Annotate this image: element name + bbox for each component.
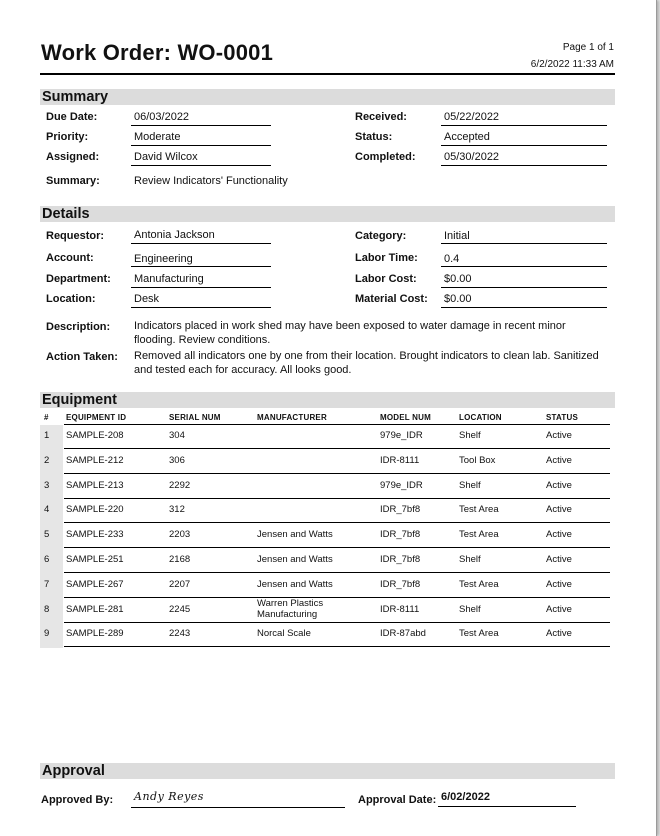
assigned-value: David Wilcox	[134, 151, 198, 163]
cell-status: Active	[546, 554, 572, 565]
cell-location: Tool Box	[459, 454, 496, 466]
department-label: Department:	[46, 273, 111, 285]
cell-row-number: 9	[44, 628, 50, 640]
approved-by-signature: Andy Reyes	[134, 790, 204, 803]
requestor-value: Antonia Jackson	[134, 229, 215, 241]
col-header-number: #	[44, 413, 49, 422]
material-cost-label: Material Cost:	[355, 293, 428, 305]
account-underline	[131, 266, 271, 267]
cell-serial-num: 2245	[169, 603, 191, 615]
cell-location: Shelf	[459, 603, 481, 615]
table-header-rule	[64, 424, 610, 425]
page-title: Work Order: WO-0001	[41, 40, 274, 65]
cell-status: Active	[546, 628, 572, 640]
requestor-label: Requestor:	[46, 230, 105, 242]
cell-model-num: 979e_IDR	[380, 430, 423, 441]
cell-equipment-id: SAMPLE-281	[66, 603, 124, 615]
cell-status: Active	[546, 479, 572, 491]
cell-serial-num: 2203	[169, 529, 191, 541]
cell-equipment-id: SAMPLE-208	[66, 430, 124, 441]
print-timestamp: 6/2/2022 11:33 AM	[530, 59, 614, 70]
approval-date-underline	[438, 806, 576, 807]
labor-cost-value: $0.00	[444, 273, 472, 285]
priority-value: Moderate	[134, 131, 181, 143]
cell-row-number: 5	[44, 529, 50, 541]
cell-equipment-id: SAMPLE-289	[66, 628, 124, 640]
department-underline	[131, 287, 271, 288]
table-row-rule	[64, 498, 610, 499]
table-row-rule	[64, 646, 610, 647]
material-cost-underline	[441, 307, 607, 308]
approval-date-label: Approval Date:	[358, 794, 437, 806]
description-label: Description:	[46, 321, 111, 333]
cell-model-num: IDR-8111	[380, 603, 420, 615]
col-header-manufacturer: MANUFACTURER	[257, 413, 327, 422]
cell-manufacturer: Norcal Scale	[257, 628, 311, 640]
department-value: Manufacturing	[134, 273, 204, 285]
completed-value: 05/30/2022	[444, 151, 500, 163]
cell-row-number: 7	[44, 578, 50, 590]
cell-equipment-id: SAMPLE-212	[66, 454, 124, 466]
received-label: Received:	[355, 111, 407, 123]
cell-location: Test Area	[459, 529, 499, 541]
priority-label: Priority:	[46, 131, 89, 143]
cell-serial-num: 2207	[169, 578, 191, 590]
due-date-underline	[131, 125, 271, 126]
cell-manufacturer: Warren Plastics Manufacturing	[257, 597, 324, 620]
col-header-model-num: MODEL NUM	[380, 413, 431, 422]
labor-time-underline	[441, 266, 607, 267]
approved-by-underline	[131, 807, 345, 808]
cell-serial-num: 2243	[169, 628, 191, 640]
material-cost-value: $0.00	[444, 293, 472, 305]
cell-serial-num: 306	[169, 454, 185, 466]
table-row-rule	[64, 547, 610, 548]
cell-location: Shelf	[459, 554, 481, 565]
due-date-value: 06/03/2022	[134, 111, 190, 123]
approved-by-label: Approved By:	[41, 794, 114, 806]
approval-heading: Approval	[40, 763, 615, 779]
location-label: Location:	[46, 293, 96, 305]
cell-location: Shelf	[459, 479, 481, 491]
cell-equipment-id: SAMPLE-213	[66, 479, 124, 491]
action-taken-label: Action Taken:	[46, 351, 118, 363]
cell-model-num: IDR-8111	[380, 454, 420, 466]
location-underline	[131, 307, 271, 308]
col-header-serial-num: SERIAL NUM	[169, 413, 221, 422]
cell-location: Shelf	[459, 430, 481, 441]
assigned-underline	[131, 165, 271, 166]
summary-label: Summary:	[46, 175, 100, 187]
summary-value: Review Indicators' Functionality	[134, 175, 288, 187]
category-label: Category:	[355, 230, 407, 242]
cell-serial-num: 312	[169, 504, 185, 516]
cell-equipment-id: SAMPLE-251	[66, 554, 124, 565]
cell-equipment-id: SAMPLE-267	[66, 578, 124, 590]
cell-status: Active	[546, 529, 572, 541]
account-value: Engineering	[134, 253, 193, 265]
cell-serial-num: 2168	[169, 554, 191, 565]
col-header-equipment-id: EQUIPMENT ID	[66, 413, 127, 422]
cell-location: Test Area	[459, 504, 499, 516]
labor-cost-underline	[441, 287, 607, 288]
equipment-heading: Equipment	[40, 392, 615, 408]
table-row-rule	[64, 622, 610, 623]
labor-cost-label: Labor Cost:	[355, 273, 417, 285]
cell-equipment-id: SAMPLE-220	[66, 504, 124, 516]
cell-model-num: IDR_7bf8	[380, 578, 421, 590]
cell-status: Active	[546, 603, 572, 615]
labor-time-label: Labor Time:	[355, 252, 418, 264]
received-value: 05/22/2022	[444, 111, 500, 123]
details-heading: Details	[40, 206, 615, 222]
received-underline	[441, 125, 607, 126]
cell-location: Test Area	[459, 628, 499, 640]
status-label: Status:	[355, 131, 393, 143]
category-value: Initial	[444, 230, 470, 242]
table-row-rule	[64, 448, 610, 449]
cell-manufacturer: Jensen and Watts	[257, 554, 333, 565]
cell-model-num: IDR_7bf8	[380, 554, 421, 565]
cell-status: Active	[546, 504, 572, 516]
cell-equipment-id: SAMPLE-233	[66, 529, 124, 541]
cell-model-num: IDR_7bf8	[380, 529, 421, 541]
cell-manufacturer: Jensen and Watts	[257, 529, 333, 541]
cell-model-num: IDR_7bf8	[380, 504, 421, 516]
status-underline	[441, 145, 607, 146]
location-value: Desk	[134, 293, 160, 305]
action-taken-value: Removed all indicators one by one from their location. Brought indicators to clean lab. Sanitized and tested each for accuracy. All looks good.	[134, 350, 599, 376]
summary-heading: Summary	[40, 89, 615, 105]
description-value: Indicators placed in work shed may have been exposed to water damage in recent minor flooding. Review conditions.	[134, 320, 566, 346]
account-label: Account:	[46, 252, 94, 264]
cell-row-number: 2	[44, 454, 50, 466]
cell-status: Active	[546, 430, 572, 441]
cell-location: Test Area	[459, 578, 499, 590]
labor-time-value: 0.4	[444, 253, 460, 265]
due-date-label: Due Date:	[46, 111, 98, 123]
col-header-status: STATUS	[546, 413, 579, 422]
cell-status: Active	[546, 454, 572, 466]
completed-label: Completed:	[355, 151, 416, 163]
page-number: Page 1 of 1	[562, 42, 614, 53]
col-header-location: LOCATION	[459, 413, 502, 422]
assigned-label: Assigned:	[46, 151, 100, 163]
status-value: Accepted	[444, 131, 490, 143]
table-row-rule	[64, 572, 610, 573]
cell-row-number: 1	[44, 430, 50, 441]
requestor-underline	[131, 243, 271, 244]
cell-model-num: IDR-87abd	[380, 628, 426, 640]
cell-row-number: 6	[44, 554, 50, 565]
cell-row-number: 3	[44, 479, 50, 491]
cell-row-number: 4	[44, 504, 50, 516]
completed-underline	[441, 165, 607, 166]
category-underline	[441, 243, 607, 244]
priority-underline	[131, 145, 271, 146]
approval-date-value: 6/02/2022	[441, 791, 490, 803]
table-row-rule	[64, 473, 610, 474]
cell-serial-num: 2292	[169, 479, 191, 491]
header-rule	[40, 73, 615, 75]
cell-status: Active	[546, 578, 572, 590]
cell-row-number: 8	[44, 603, 50, 615]
cell-model-num: 979e_IDR	[380, 479, 423, 491]
cell-serial-num: 304	[169, 430, 185, 441]
cell-manufacturer: Jensen and Watts	[257, 578, 333, 590]
table-row-rule	[64, 522, 610, 523]
